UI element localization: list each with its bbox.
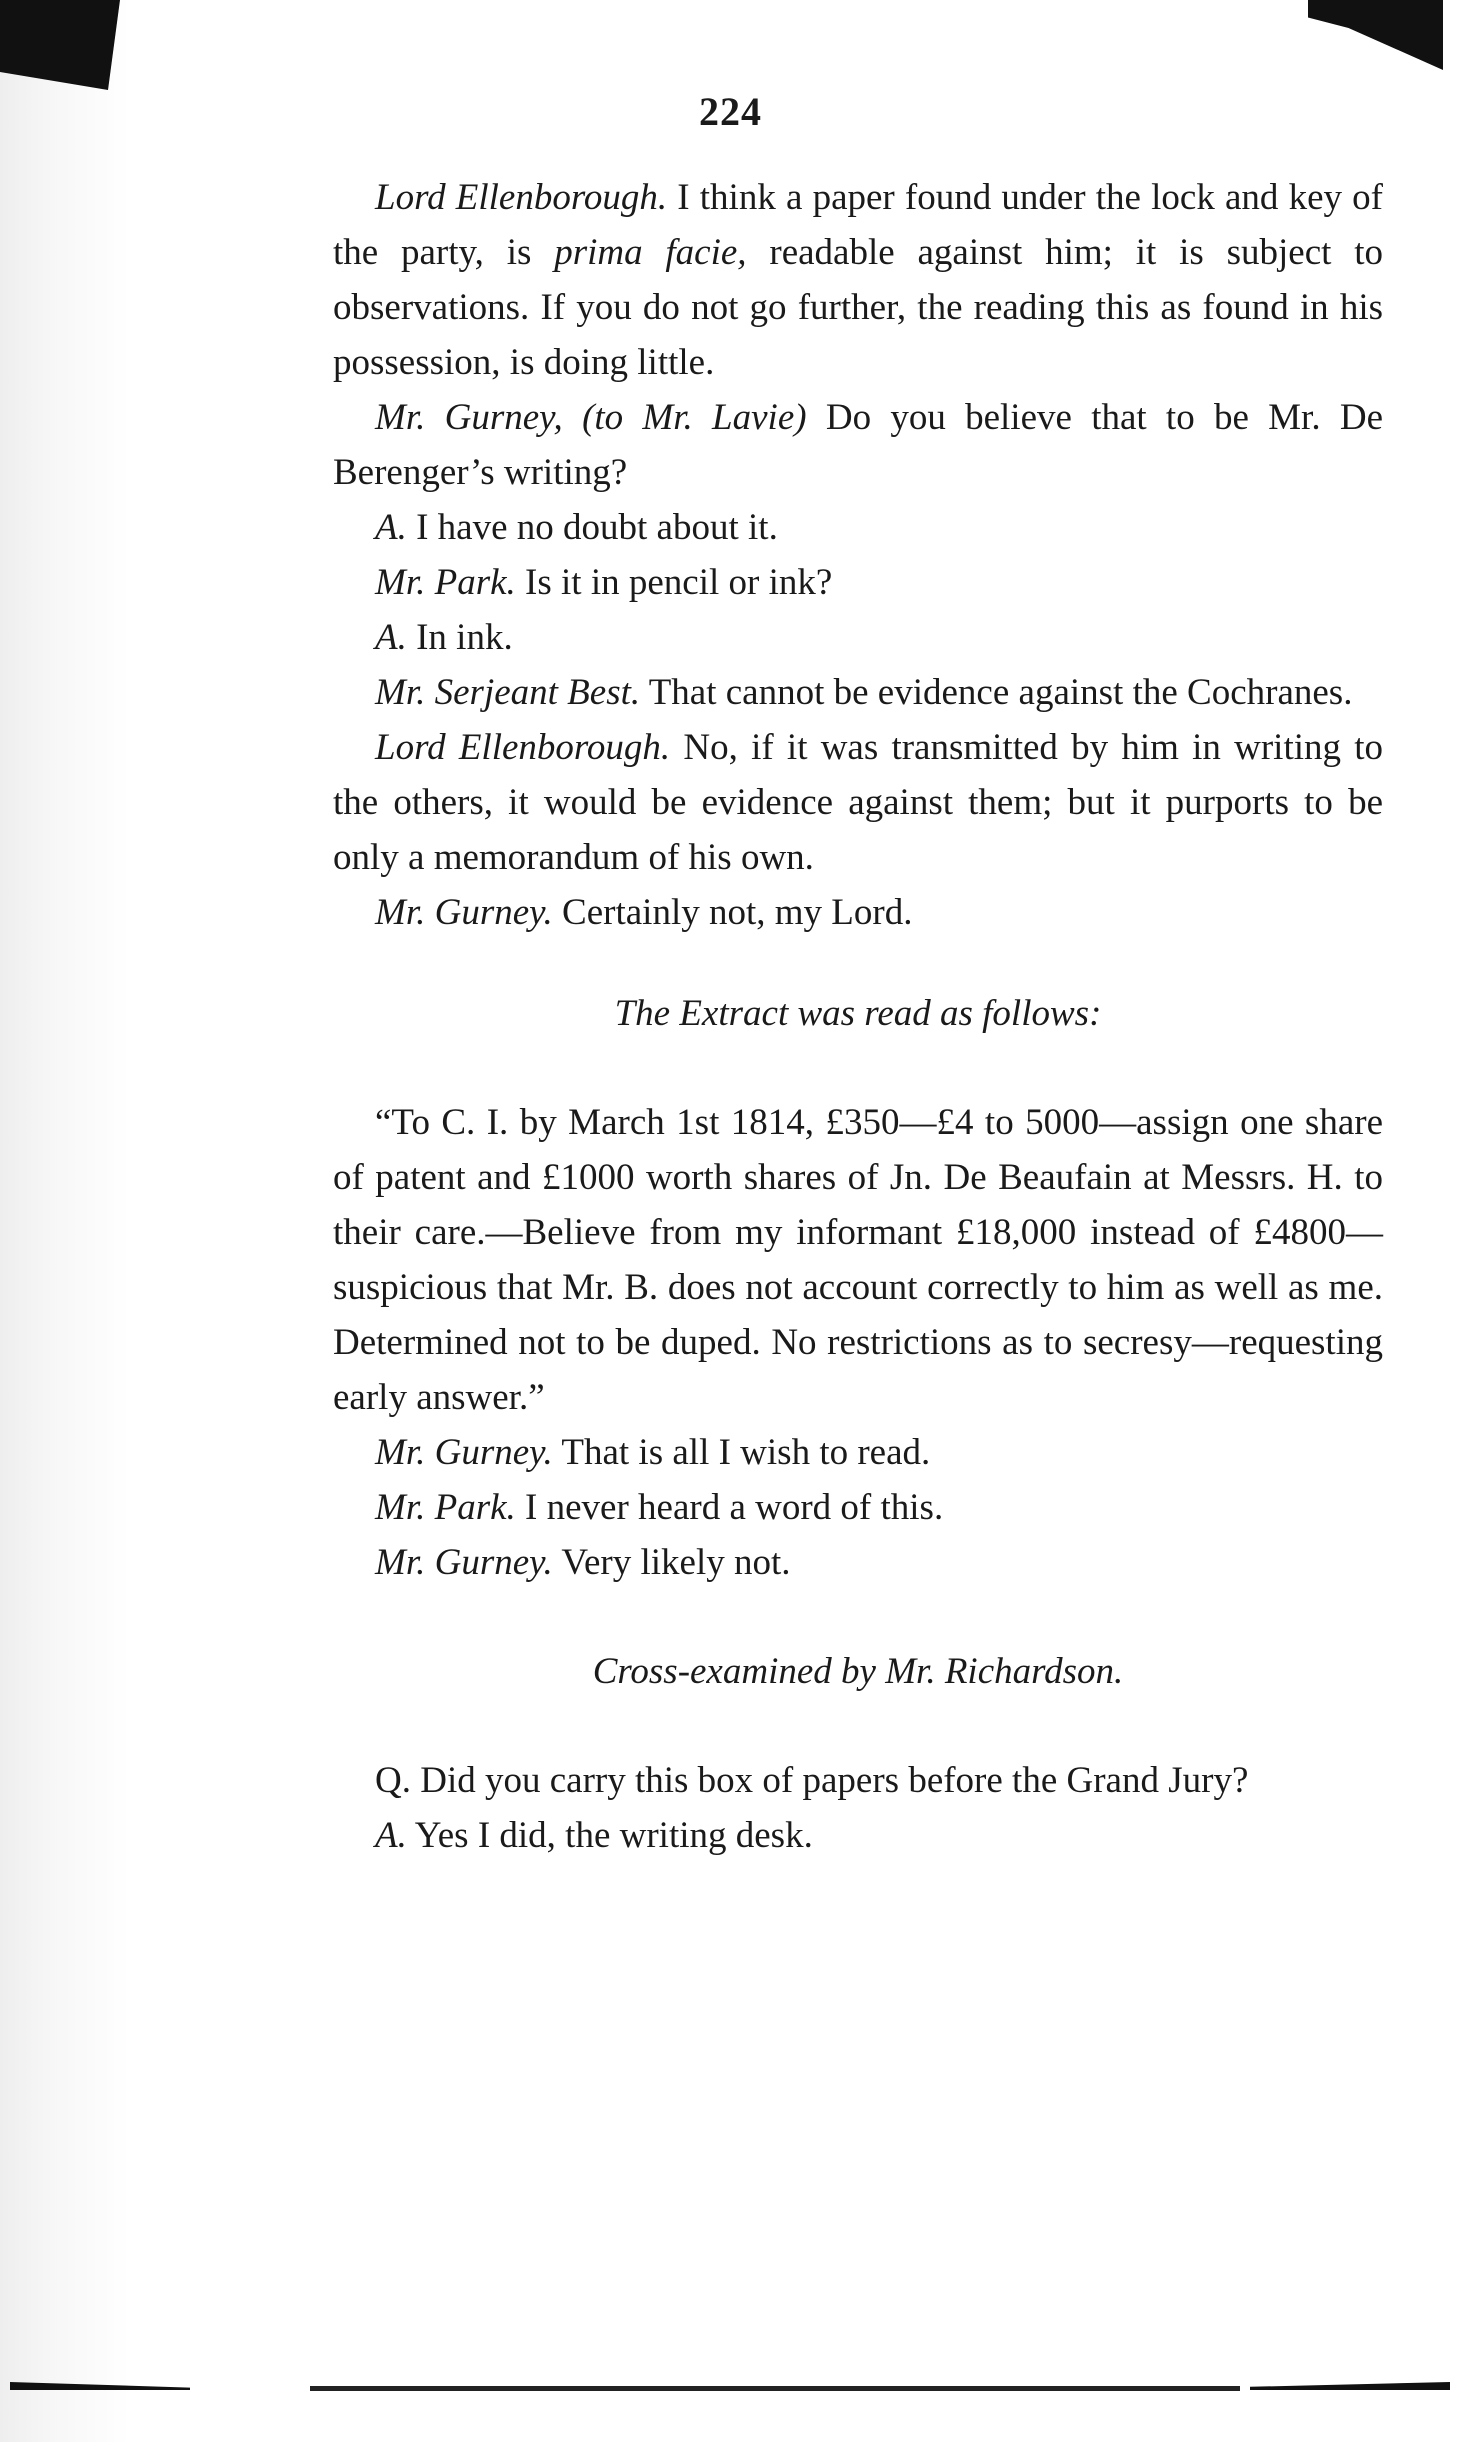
section-heading-cross-exam: Cross-examined by Mr. Richardson. (592, 1651, 1124, 1692)
paragraph-park-1: Mr. Park. Is it in pencil or ink? (375, 562, 833, 603)
paragraph-gurney-2: Mr. Gurney. Certainly not, my Lord. (375, 892, 913, 933)
paragraph-answer-1: A. I have no doubt about it. (375, 507, 778, 548)
binding-shadow (0, 0, 130, 2442)
paragraph-question: Q. Did you carry this box of papers before the Grand Jury? (375, 1760, 1249, 1801)
paragraph-answer-3: A. Yes I did, the writing desk. (375, 1815, 813, 1856)
paragraph-best: Mr. Serjeant Best. That cannot be evidence against the Cochranes. (375, 672, 1353, 713)
paragraph-park-2: Mr. Park. I never heard a word of this. (375, 1487, 944, 1528)
extract-quote: “To C. I. by March 1st 1814, £350—£4 to 5000—assign one share of patent and £1000 worth shares of Jn. De Beaufain at Messrs. H. to their care.—Believe from my informant £18,000 instead of £4800—suspicious that Mr. B. does not account correctly to him as well as me. Determined not to be duped. No restrictions as to secresy—requesting early answer.” (333, 1102, 1383, 1418)
bottom-rule (10, 2382, 1450, 2392)
paragraph-gurney-3: Mr. Gurney. That is all I wish to read. (375, 1432, 931, 1473)
spacer (333, 1699, 1383, 1753)
spacer (333, 940, 1383, 986)
corner-scan-artifact-right (1308, 0, 1443, 70)
section-heading-extract: The Extract was read as follows: (614, 993, 1102, 1034)
paragraph-ellenborough-1: Lord Ellenborough. I think a paper found under the lock and key of the party, is prima facie, readable against him; it is subject to observations. If you do not go further, the reading this as found in his possession, is doing little. (333, 177, 1383, 383)
paragraph-gurney-4: Mr. Gurney. Very likely not. (375, 1542, 791, 1583)
page-number: 224 (699, 89, 762, 134)
spacer (333, 1590, 1383, 1644)
paragraph-gurney-1: Mr. Gurney, (to Mr. Lavie) Do you believe that to be Mr. De Berenger’s writing? (333, 397, 1383, 493)
paragraph-answer-2: A. In ink. (375, 617, 513, 658)
spacer (333, 1041, 1383, 1095)
body-text (333, 170, 1383, 1863)
paragraph-ellenborough-2: Lord Ellenborough. No, if it was transmitted by him in writing to the others, it would be evidence against them; but it purports to be only a memorandum of his own. (333, 727, 1383, 878)
